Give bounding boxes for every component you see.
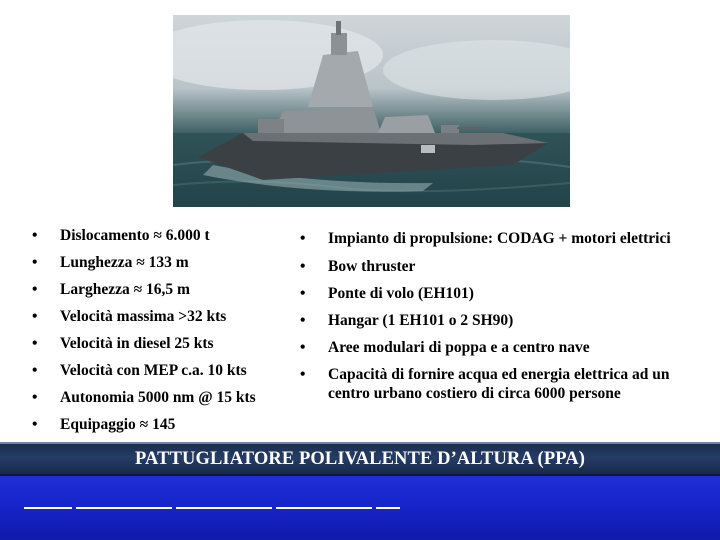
footer-panel bbox=[0, 476, 720, 540]
list-item: • Larghezza ≈ 16,5 m bbox=[30, 280, 292, 299]
list-item: • Impianto di propulsione: CODAG + motori elettrici bbox=[298, 229, 708, 248]
list-item: • Lunghezza ≈ 133 m bbox=[30, 253, 292, 272]
footer-rule bbox=[376, 507, 400, 509]
list-item: • Capacità di fornire acqua ed energia elettrica ad un centro urbano costiero di circa 6000 persone bbox=[298, 365, 708, 403]
list-item: • Bow thruster bbox=[298, 257, 708, 276]
list-item: • Equipaggio ≈ 145 bbox=[30, 415, 292, 434]
list-item: • Dislocamento ≈ 6.000 t bbox=[30, 226, 292, 245]
list-item: • Hangar (1 EH101 o 2 SH90) bbox=[298, 311, 708, 330]
footer-rule bbox=[24, 507, 72, 509]
list-item: • Velocità con MEP c.a. 10 kts bbox=[30, 361, 292, 380]
specs-left-list bbox=[30, 226, 292, 442]
list-item: • Autonomia 5000 nm @ 15 kts bbox=[30, 388, 292, 407]
footer-rule bbox=[76, 507, 172, 509]
title-band bbox=[0, 442, 720, 476]
footer-rule bbox=[176, 507, 272, 509]
specs-right-list bbox=[298, 229, 708, 412]
list-item: • Ponte di volo (EH101) bbox=[298, 284, 708, 303]
list-item: • Velocità in diesel 25 kts bbox=[30, 334, 292, 353]
ship-icon bbox=[173, 15, 570, 207]
list-item: • Velocità massima >32 kts bbox=[30, 307, 292, 326]
list-item: • Aree modulari di poppa e a centro nave bbox=[298, 338, 708, 357]
footer-rule bbox=[276, 507, 372, 509]
ship-photo bbox=[173, 15, 570, 207]
slide-title: PATTUGLIATORE POLIVALENTE D’ALTURA (PPA) bbox=[135, 449, 585, 469]
